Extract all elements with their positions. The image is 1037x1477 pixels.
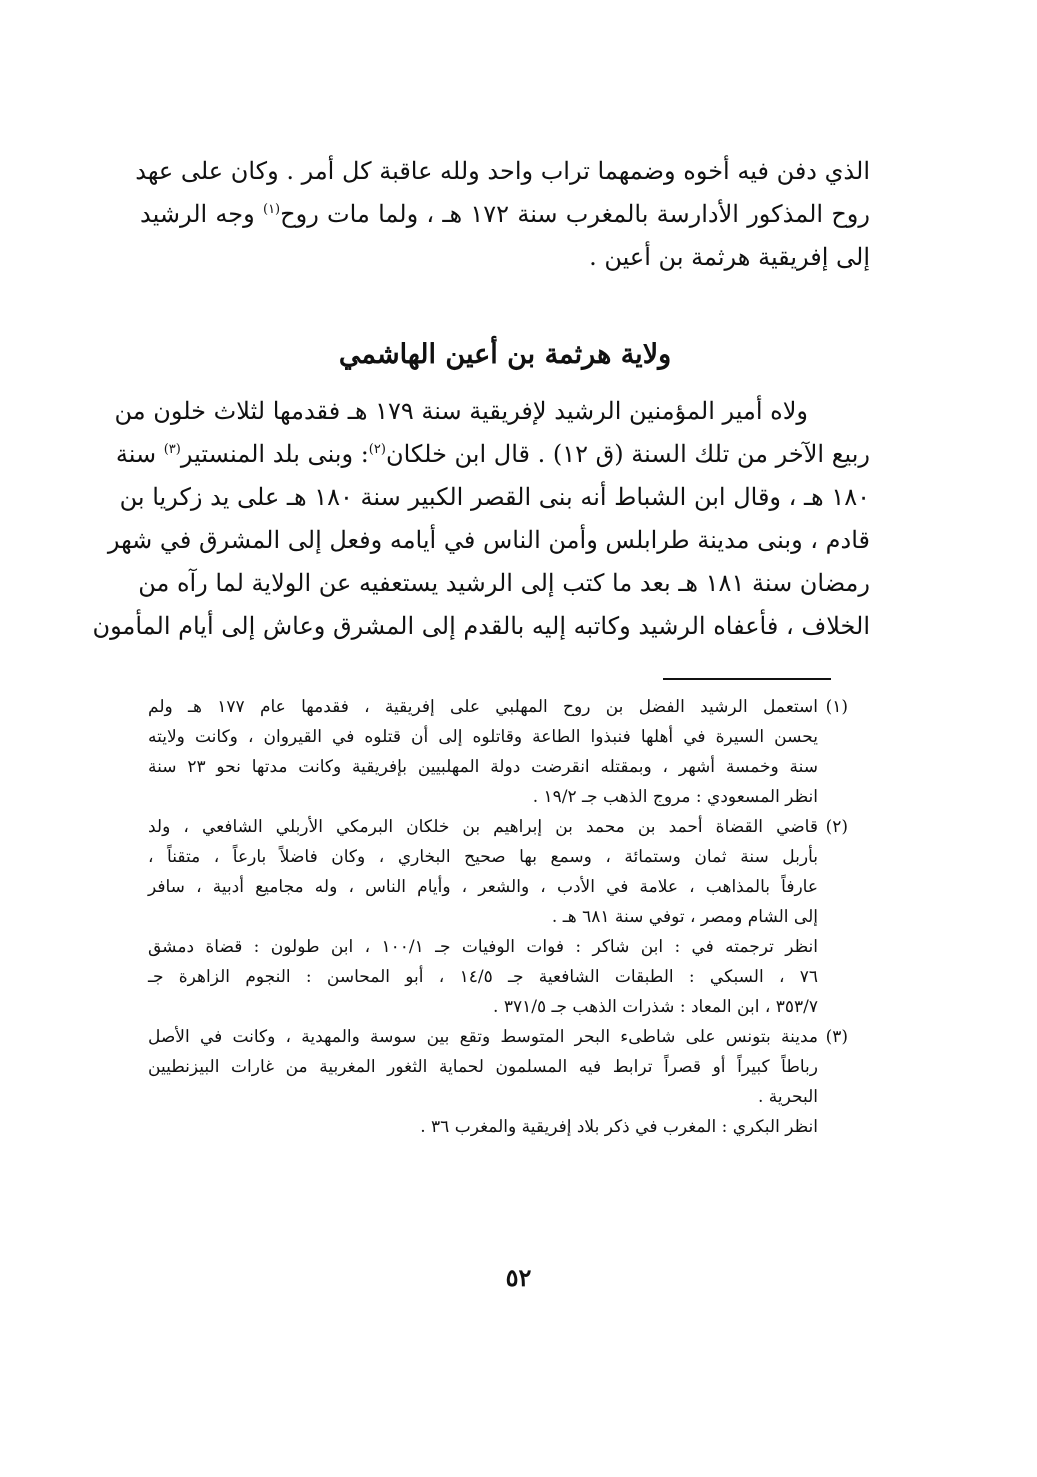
footnote-number: (١) [825,697,848,717]
section-heading: ولاية هرثمة بن أعين الهاشمي [338,339,672,370]
footnote-line: سنة وخمسة أشهر ، وبمقتله انقرضت دولة المهلبيين بإفريقية وكانت مدتها نحو ٢٣ سنة [148,757,818,777]
footnote-line: يحسن السيرة في أهلها فنبذوا الطاعة وقاتلوه إلى أن قتلوه في القيروان ، وكانت ولايته [148,727,818,747]
footnote-line [148,692,848,722]
footnote-line-text: استعمل الرشيد الفضل بن روح المهلبي على إفريقية ، فقدمها عام ١٧٧ هـ ولم [148,697,818,717]
intro-line [140,193,870,236]
footnote-line [148,812,848,842]
footnote-number: (٢) [825,817,848,837]
main-line: ١٨٠ هـ ، وقال ابن الشباط أنه بنى القصر الكبير سنة ١٨٠ هـ على يد زكريا بن [119,483,870,511]
main-line-text: : وبنى بلد المنستير [180,440,369,468]
footnotes [148,692,848,1142]
footnote-ref-1: (١) [262,202,281,217]
footnote-line: بأربل سنة ثمان وستمائة ، وسمع بها صحيح البخاري ، وكان فاضلاً بارعاً ، متقناً ، [148,847,818,867]
footnote-line: إلى الشام ومصر ، توفي سنة ٦٨١ هـ . [551,907,818,927]
intro-paragraph [135,150,870,279]
footnote-line [148,1022,848,1052]
footnote-line: عارفاً بالمذاهب ، علامة في الأدب ، والشعر ، وأيام الناس ، وله مجاميع أدبية ، سافر [148,877,818,897]
footnote-2 [148,812,848,1022]
footnote-ref-2: (٢) [368,442,386,457]
footnote-line: رباطاً كبيراً أو قصراً ترابط فيه المسلمون لحماية الثغور المغربية من غارات البيزنطيين [148,1057,818,1077]
main-line: قادم ، وبنى مدينة طرابلس وأمن الناس في أيامه وفعل إلى المشرق في شهر [107,526,870,554]
footnote-separator [663,678,831,680]
intro-line: إلى إفريقية هرثمة بن أعين . [589,243,870,271]
main-line: رمضان سنة ١٨١ هـ بعد ما كتب إلى الرشيد يستعفيه عن الولاية لما رآه من [138,569,870,597]
footnote-line-text: قاضي القضاة أحمد بن محمد بن إبراهيم بن خلكان البرمكي الأربلي الشافعي ، ولد [148,817,818,837]
main-line [115,433,870,476]
footnote-line: البحرية . [757,1087,818,1107]
footnote-reference-line: انظر ترجمته في : ابن شاكر : فوات الوفيات جـ ١٠٠/١ ، ابن طولون : قضاة دمشق [148,937,818,957]
footnote-reference-line: ٧٦ ، السبكي : الطبقات الشافعية جـ ١٤/٥ ، أبو المحاسن : النجوم الزاهرة جـ [148,967,818,987]
footnote-3 [148,1022,848,1142]
footnote-line-text: مدينة بتونس على شاطىء البحر المتوسط وتقع بين سوسة والمهدية ، وكانت في الأصل [148,1027,818,1047]
footnote-1 [148,692,848,812]
main-line-text: ربيع الآخر من تلك السنة (ق ١٢) . قال ابن خلكان [385,440,870,468]
footnote-ref-3: (٣) [163,442,181,457]
intro-line: الذي دفن فيه أخوه وضمهما تراب واحد ولله عاقبة كل أمر . وكان على عهد [135,157,870,185]
footnote-reference-line: ٣٥٣/٧ ، ابن المعاد : شذرات الذهب جـ ٣٧١/٥ . [493,997,818,1017]
main-line: ولاه أمير المؤمنين الرشيد لإفريقية سنة ١٧٩ هـ فقدمها لثلاث خلون من [114,397,808,425]
main-line: الخلاف ، فأعفاه الرشيد وكاتبه إليه بالقدم إلى المشرق وعاش إلى أيام المأمون [92,612,870,640]
footnote-reference-line: انظر البكري : المغرب في ذكر بلاد إفريقية والمغرب ٣٦ . [420,1117,818,1137]
page-number: ٥٢ [505,1263,532,1292]
main-paragraph [92,390,870,648]
footnote-line: انظر المسعودي : مروج الذهب جـ ١٩/٢ . [532,787,818,807]
main-line-text: سنة [115,440,164,468]
intro-line-text: وجه الرشيد [140,200,263,228]
intro-line-text: روح المذكور الأدارسة بالمغرب سنة ١٧٢ هـ ، ولما مات روح [280,200,870,228]
footnote-number: (٣) [825,1027,848,1047]
